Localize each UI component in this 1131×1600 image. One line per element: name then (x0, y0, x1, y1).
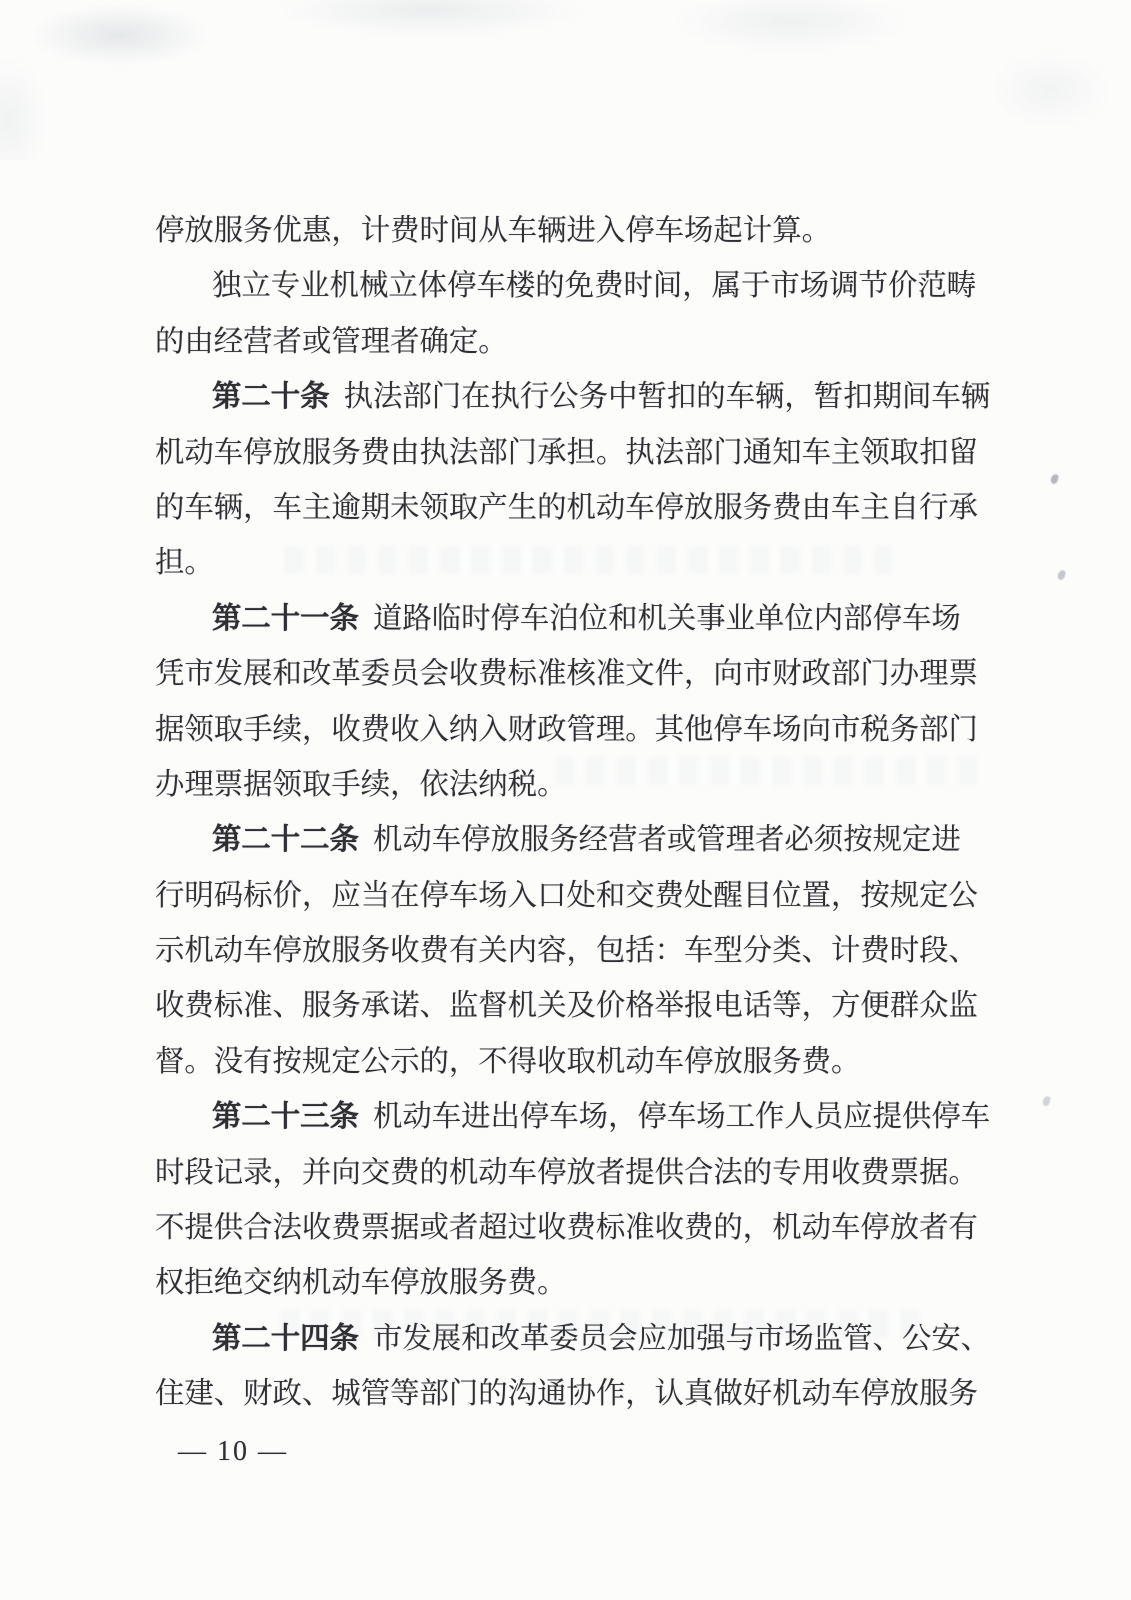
page-number: — 10 — (178, 1436, 288, 1467)
line-text: 执法部门在执行公务中暂扣的车辆，暂扣期间车辆 (343, 381, 991, 414)
line-text: 不提供合法收费票据或者超过收费标准收费的，机动车停放者有 (155, 1212, 978, 1245)
text-line (155, 1090, 991, 1145)
text-line (155, 1035, 981, 1090)
text-line (155, 979, 981, 1034)
text-line (155, 1146, 981, 1201)
text-line (155, 813, 981, 868)
ink-speck (1050, 473, 1060, 485)
text-line (155, 1256, 981, 1311)
text-line (155, 703, 981, 758)
text-line (155, 592, 981, 647)
line-text: 收费标准、服务承诺、监督机关及价格举报电话等，方便群众监 (155, 990, 978, 1023)
article-heading: 第二十二条 (212, 824, 359, 857)
line-text: 担。 (155, 547, 214, 580)
scan-noise-artifact (0, 0, 1131, 160)
article-heading: 第二十条 (212, 381, 330, 414)
text-line (155, 315, 981, 370)
text-line (155, 259, 981, 314)
document-text (155, 204, 991, 1423)
text-line (155, 426, 981, 481)
ink-speck (1042, 1095, 1052, 1107)
line-text: 道路临时停车泊位和机关事业单位内部停车场 (372, 602, 961, 635)
line-text: 的由经营者或管理者确定。 (155, 325, 508, 358)
line-text: 示机动车停放服务收费有关内容，包括：车型分类、计费时段、 (155, 935, 978, 968)
text-line (155, 1201, 981, 1256)
text-line (155, 758, 981, 813)
article-heading: 第二十三条 (212, 1101, 359, 1134)
ink-speck (1057, 569, 1067, 581)
line-text: 据领取手续，收费收入纳入财政管理。其他停车场向市税务部门 (155, 713, 978, 746)
text-line (155, 1312, 991, 1367)
text-line (155, 204, 981, 259)
article-heading: 第二十一条 (212, 602, 359, 635)
line-text: 机动车停放服务经营者或管理者必须按规定进 (372, 824, 961, 857)
line-text: 独立专业机械立体停车楼的免费时间，属于市场调节价范畴 (212, 270, 977, 303)
text-line (155, 647, 981, 702)
line-text: 督。没有按规定公示的，不得收取机动车停放服务费。 (155, 1045, 861, 1078)
text-line (155, 370, 991, 425)
text-line (155, 869, 981, 924)
line-text: 行明码标价，应当在停车场入口处和交费处醒目位置，按规定公 (155, 879, 978, 912)
line-text: 市发展和改革委员会应加强与市场监管、公安、 (372, 1322, 991, 1355)
text-line (155, 536, 981, 591)
text-line (155, 924, 981, 979)
line-text: 停放服务优惠，计费时间从车辆进入停车场起计算。 (155, 215, 831, 247)
article-heading: 第二十四条 (212, 1322, 359, 1355)
line-text: 住建、财政、城管等部门的沟通协作，认真做好机动车停放服务 (155, 1378, 978, 1411)
text-line (155, 481, 981, 536)
line-text: 机动车进出停车场，停车场工作人员应提供停车 (372, 1101, 991, 1134)
line-text: 机动车停放服务费由执法部门承担。执法部门通知车主领取扣留 (155, 436, 978, 469)
line-text: 凭市发展和改革委员会收费标准核准文件，向市财政部门办理票 (155, 658, 978, 691)
line-text: 办理票据领取手续，依法纳税。 (155, 768, 567, 801)
text-line (155, 1367, 981, 1422)
line-text: 的车辆，车主逾期未领取产生的机动车停放服务费由车主自行承 (155, 491, 978, 524)
line-text: 权拒绝交纳机动车停放服务费。 (155, 1267, 567, 1300)
line-text: 时段记录，并向交费的机动车停放者提供合法的专用收费票据。 (155, 1156, 978, 1189)
